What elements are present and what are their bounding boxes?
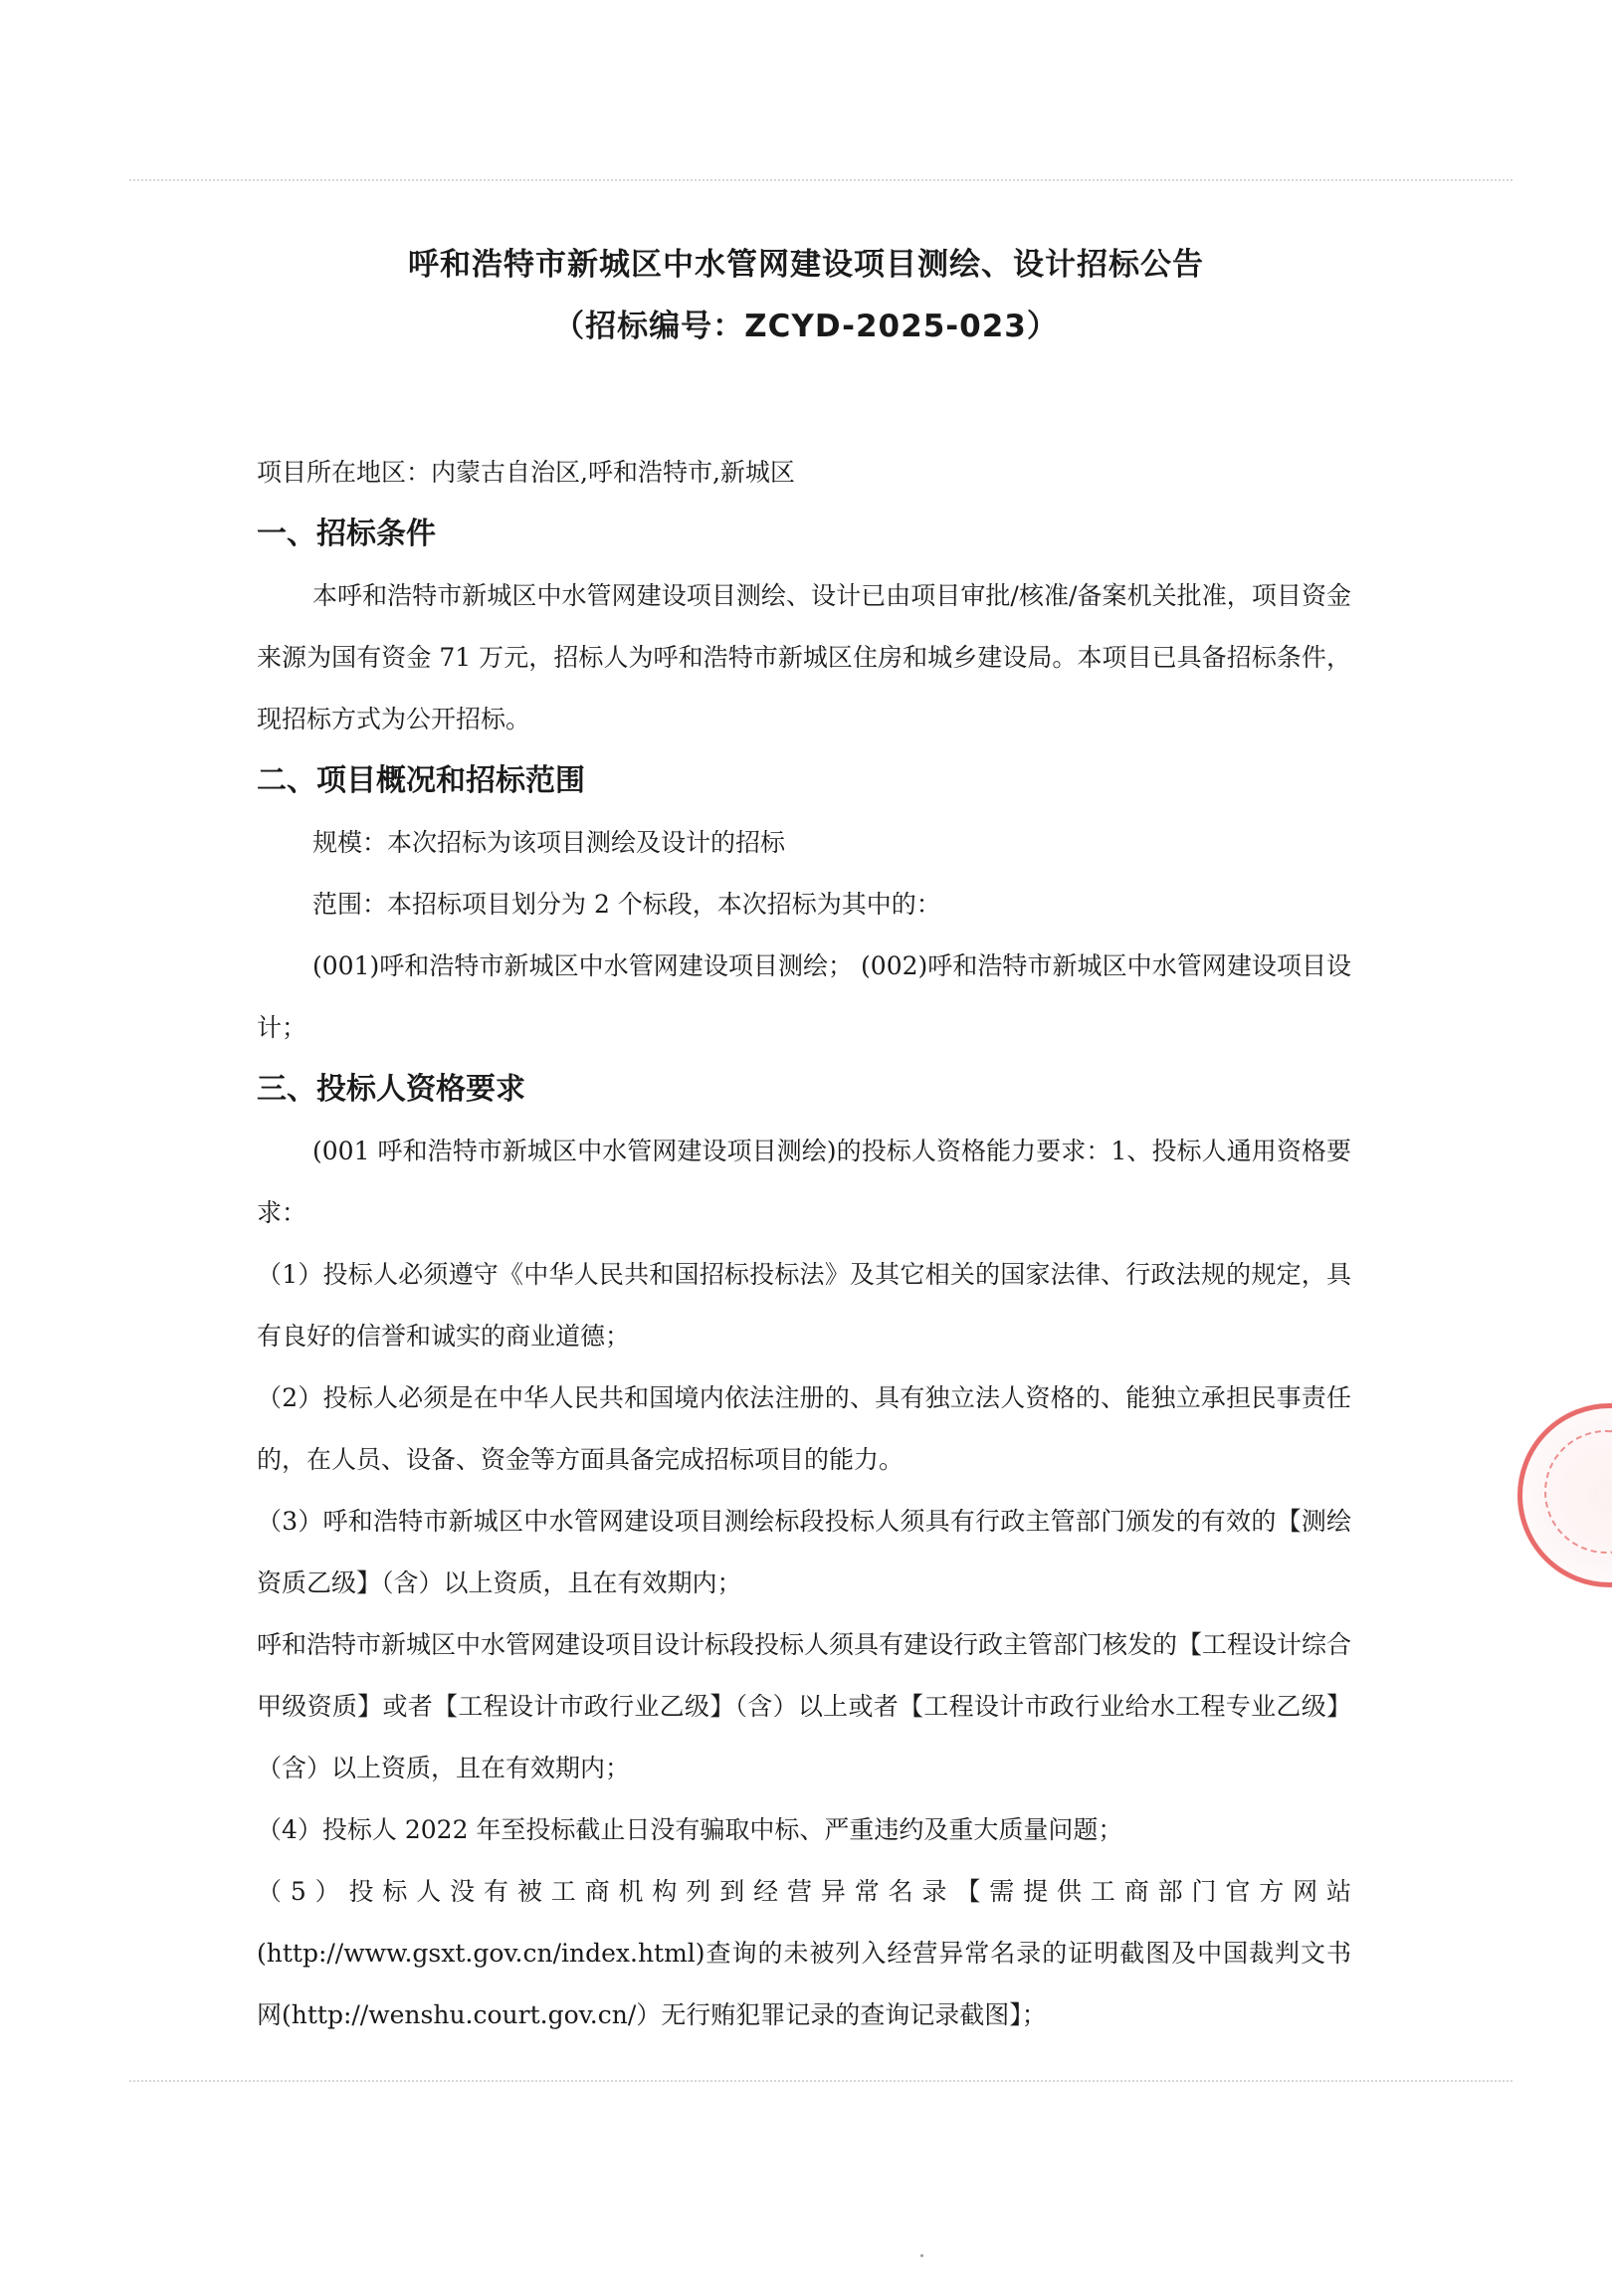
paragraph: 范围：本招标项目划分为 2 个标段，本次招标为其中的： [312, 890, 941, 919]
document-body [257, 442, 1351, 2046]
scan-artifact-line [129, 179, 1512, 183]
paragraph: 规模：本次招标为该项目测绘及设计的招标 [312, 828, 786, 857]
tender-number: （招标编号：ZCYD-2025-023） [553, 309, 1059, 344]
paragraph: (001 呼和浩特市新城区中水管网建设项目测绘)的投标人资格能力要求：1、投标人通用资格要求： [257, 1137, 1351, 1227]
requirement-item: （5）投标人没有被工商机构列到经营异常名录【需提供工商部门官方网站(http://www.gsxt.gov.cn/index.html)查询的未被列入经营异常名录的证明截图及中国裁判文书网(http://wenshu.court.gov.cn/）无行贿犯罪记录的查询记录截图】； [257, 1877, 1351, 2029]
scan-speck [920, 2254, 923, 2257]
requirement-item: （2）投标人必须是在中华人民共和国境内依法注册的、具有独立法人资格的、能独立承担民事责任的，在人员、设备、资金等方面具备完成招标项目的能力。 [257, 1383, 1351, 1474]
document-title: 呼和浩特市新城区中水管网建设项目测绘、设计招标公告 [408, 247, 1204, 283]
paragraph: 本呼和浩特市新城区中水管网建设项目测绘、设计已由项目审批/核准/备案机关批准，项目资金来源为国有资金 71 万元，招标人为呼和浩特市新城区住房和城乡建设局。本项目已具备招标条件，现招标方式为公开招标。 [257, 581, 1351, 733]
scan-artifact-line [129, 2080, 1512, 2084]
requirement-item: （4）投标人 2022 年至投标截止日没有骗取中标、严重违约及重大质量问题； [257, 1815, 1123, 1844]
requirement-item: 呼和浩特市新城区中水管网建设项目设计标段投标人须具有建设行政主管部门核发的【工程设计综合甲级资质】或者【工程设计市政行业乙级】（含）以上或者【工程设计市政行业给水工程专业乙级】（含）以上资质，且在有效期内； [257, 1630, 1352, 1782]
section-2 [257, 750, 1351, 1059]
requirement-item: （3）呼和浩特市新城区中水管网建设项目测绘标段投标人须具有行政主管部门颁发的有效的【测绘资质乙级】（含）以上资质，且在有效期内； [257, 1507, 1351, 1597]
paragraph: (001)呼和浩特市新城区中水管网建设项目测绘； (002)呼和浩特市新城区中水管网建设项目设计； [257, 951, 1351, 1042]
section-1 [257, 504, 1351, 750]
project-location: 项目所在地区：内蒙古自治区,呼和浩特市,新城区 [257, 458, 795, 487]
requirement-item: （1）投标人必须遵守《中华人民共和国招标投标法》及其它相关的国家法律、行政法规的规定，具有良好的信誉和诚实的商业道德； [257, 1260, 1351, 1351]
section-heading: 三、投标人资格要求 [257, 1072, 525, 1107]
section-3 [257, 1059, 1351, 2046]
red-official-seal-icon [1517, 1403, 1612, 1587]
seal-inner-ring [1544, 1430, 1612, 1554]
section-heading: 二、项目概况和招标范围 [257, 763, 585, 798]
section-heading: 一、招标条件 [257, 517, 436, 551]
